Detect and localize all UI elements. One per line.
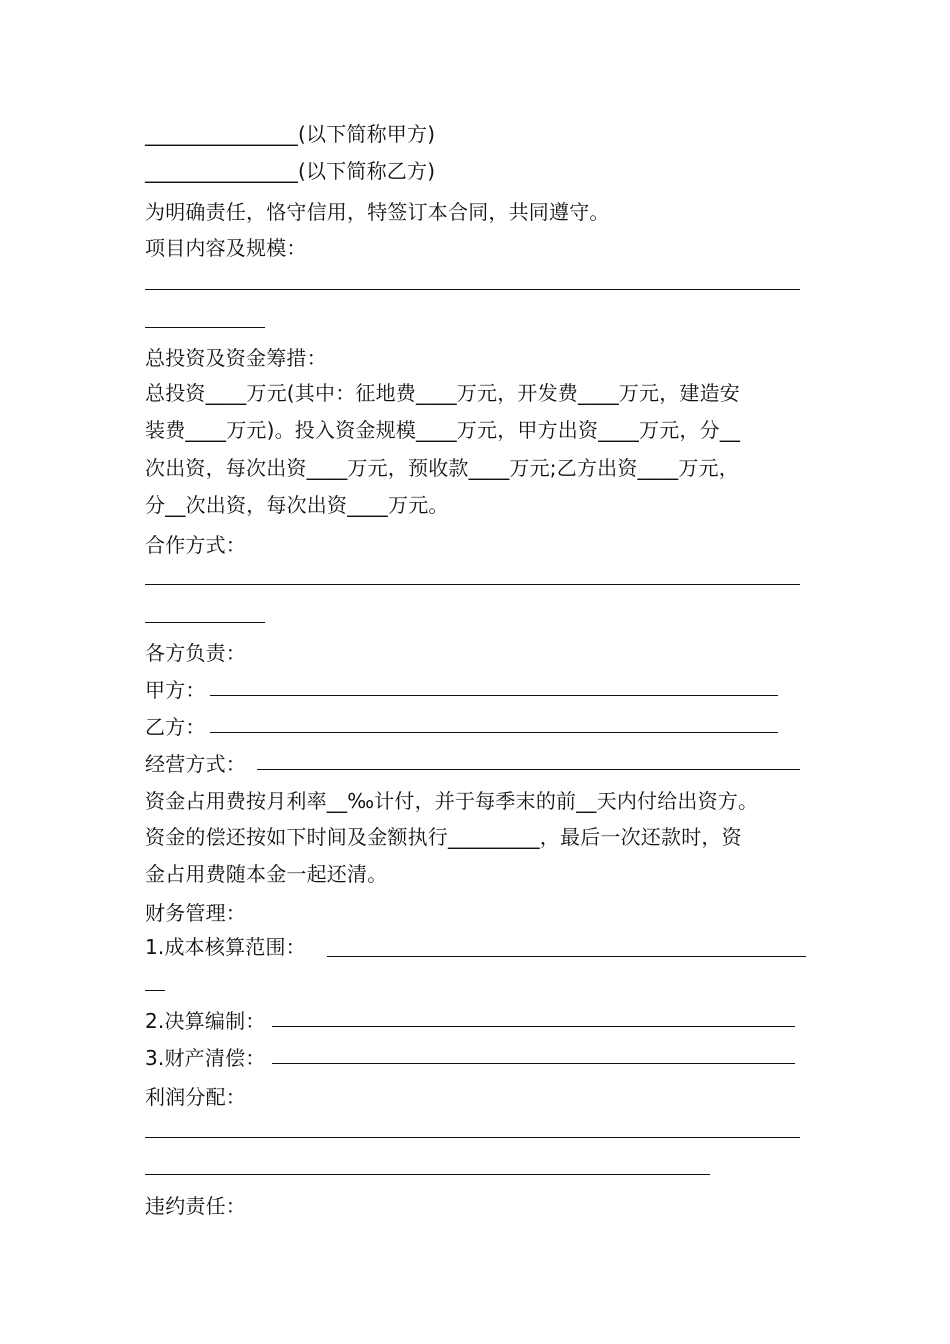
finance-item-1-blank-cont xyxy=(145,990,165,991)
finance-item-2: 2.决算编制： xyxy=(145,1009,266,1033)
project-heading: 项目内容及规模： xyxy=(145,236,307,260)
responsibility-heading: 各方负责： xyxy=(145,641,246,665)
investment-para-line-4: 分__次出资，每次出资____万元。 xyxy=(145,493,449,517)
finance-item-2-blank xyxy=(272,1026,795,1027)
party-a-blank xyxy=(210,695,778,696)
finance-item-1: 1.成本核算范围： xyxy=(145,935,306,959)
party-b-blank xyxy=(210,732,778,733)
operation-blank xyxy=(257,769,800,770)
party-a-label: 甲方： xyxy=(145,678,206,702)
finance-item-1-blank xyxy=(327,956,806,957)
finance-item-3-blank xyxy=(272,1063,795,1064)
investment-para-line-3: 次出资，每次出资____万元，预收款____万元;乙方出资____万元， xyxy=(145,456,739,480)
cooperation-blank-line-2 xyxy=(145,622,265,623)
cooperation-blank-line-1 xyxy=(145,584,800,585)
profit-heading: 利润分配： xyxy=(145,1085,246,1109)
capital-para-line-1: 资金占用费按月利率__‰计付，并于每季末的前__天内付给出资方。 xyxy=(145,789,759,813)
finance-item-3: 3.财产清偿： xyxy=(145,1046,266,1070)
party-b-line: _______________(以下简称乙方) xyxy=(145,159,436,183)
operation-label: 经营方式： xyxy=(145,752,246,776)
breach-heading: 违约责任： xyxy=(145,1194,246,1218)
project-blank-line-2 xyxy=(145,327,265,328)
investment-para-line-2: 装费____万元)。投入资金规模____万元，甲方出资____万元，分__ xyxy=(145,418,741,442)
party-a-line: _______________(以下简称甲方) xyxy=(145,122,436,146)
profit-blank-line-2 xyxy=(145,1174,710,1175)
investment-heading: 总投资及资金筹措： xyxy=(145,346,327,370)
intro-text: 为明确责任，恪守信用，特签订本合同，共同遵守。 xyxy=(145,200,610,224)
capital-para-line-3: 金占用费随本金一起还清。 xyxy=(145,862,388,886)
project-blank-line-1 xyxy=(145,289,800,290)
capital-para-line-2: 资金的偿还按如下时间及金额执行_________，最后一次还款时，资 xyxy=(145,825,742,849)
party-b-label: 乙方： xyxy=(145,715,206,739)
profit-blank-line-1 xyxy=(145,1137,800,1138)
investment-para-line-1: 总投资____万元(其中：征地费____万元，开发费____万元，建造安 xyxy=(145,381,741,405)
finance-heading: 财务管理： xyxy=(145,901,246,925)
cooperation-heading: 合作方式： xyxy=(145,533,246,557)
